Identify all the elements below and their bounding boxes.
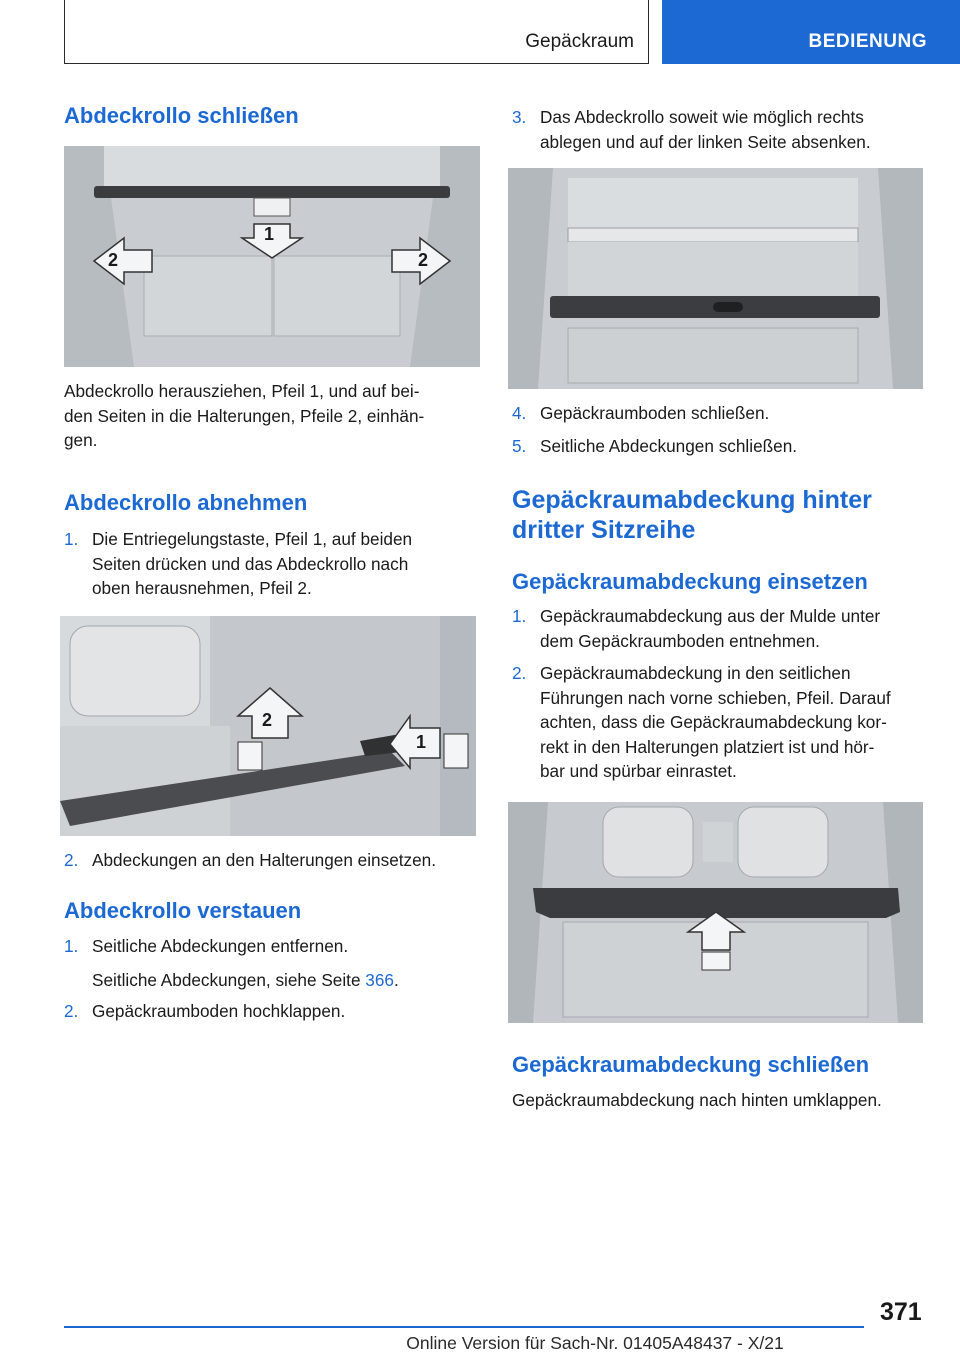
- text-line: rekt in den Halterungen platziert ist und hör-: [540, 736, 875, 757]
- list-number: 2.: [64, 850, 79, 870]
- footer-divider: [64, 1326, 864, 1328]
- text-line: den Seiten in die Halterungen, Pfeile 2, einhän-: [64, 405, 425, 426]
- heading-line: Gepäckraumabdeckung hinter: [512, 486, 872, 514]
- text-line: Abdeckungen an den Halterungen einsetzen.: [92, 850, 437, 870]
- header-section-title: Gepäckraum: [525, 31, 634, 52]
- heading-abdeckrollo-abnehmen: Abdeckrollo abnehmen: [64, 490, 308, 515]
- text-line: dem Gepäckraumboden entnehmen.: [540, 630, 820, 651]
- text-line: ablegen und auf der linken Seite absenken.: [540, 131, 871, 152]
- text-line: Gepäckraumabdeckung aus der Mulde unter: [540, 606, 881, 626]
- header-chapter-tab[interactable]: [662, 0, 960, 64]
- text-line: bar und spürbar einrastet.: [540, 761, 737, 781]
- list-number: 1.: [64, 936, 79, 956]
- paragraph-cover-close: Gepäckraumabdeckung nach hinten umklappen.: [512, 1090, 882, 1110]
- heading-gepaeckraumabdeckung-hinter-dritter-sitzreihe: [512, 485, 872, 545]
- fig2-label-2: 2: [262, 710, 273, 730]
- list-item-insert-1: [512, 604, 937, 654]
- figure-rollo-remove: [60, 616, 476, 836]
- fig2-label-1: 1: [416, 732, 427, 752]
- fig1-label-2a: 2: [108, 250, 119, 270]
- text-line: Seitliche Abdeckungen entfernen.: [92, 936, 349, 956]
- list-item-stow-1: [64, 934, 484, 990]
- heading-abdeckrollo-schliessen: Abdeckrollo schließen: [64, 103, 299, 128]
- text-line: Seitliche Abdeckungen schließen.: [540, 436, 798, 456]
- text-line: Gepäckraumboden schließen.: [540, 403, 770, 423]
- page-link-366[interactable]: 366: [365, 969, 394, 990]
- text-line: gen.: [64, 430, 98, 450]
- text-line: Abdeckrollo herausziehen, Pfeil 1, und auf bei-: [64, 381, 420, 401]
- footer-online-version: Online Version für Sach-Nr. 01405A48437 - X/21: [406, 1333, 784, 1353]
- figure-cover-insert: [508, 802, 923, 1023]
- cross-reference: [92, 968, 484, 993]
- fig1-label-1: 1: [264, 224, 275, 244]
- cross-reference-text: Seitliche Abdeckungen, siehe Seite: [92, 969, 366, 990]
- text-line: Führungen nach vorne schieben, Pfeil. Darauf: [540, 687, 891, 708]
- cross-reference-suffix: .: [393, 969, 399, 990]
- list-item-stow-4: [512, 401, 932, 426]
- list-number: 2.: [64, 1001, 79, 1021]
- list-item-remove-2: [64, 848, 484, 873]
- fig1-label-2b: 2: [418, 250, 429, 270]
- text-line: Gepäckraumabdeckung in den seitlichen: [540, 663, 851, 683]
- header-chapter-title: BEDIENUNG: [808, 31, 927, 52]
- heading-gepaeckraumabdeckung-einsetzen: Gepäckraumabdeckung einsetzen: [512, 569, 868, 594]
- list-item-stow-3: [512, 105, 932, 155]
- page-number: 371: [880, 1298, 922, 1326]
- list-number: 1.: [512, 606, 527, 626]
- header-section-box: [64, 0, 649, 64]
- heading-gepaeckraumabdeckung-schliessen: Gepäckraumabdeckung schließen: [512, 1052, 870, 1077]
- list-item-stow-5: [512, 434, 932, 459]
- text-line: Gepäckraumboden hochklappen.: [92, 1001, 346, 1021]
- list-number: 2.: [512, 663, 527, 683]
- paragraph-rollo-close: [64, 379, 484, 453]
- list-item-stow-2: [64, 999, 484, 1024]
- list-number: 1.: [64, 529, 79, 549]
- text-line: Die Entriegelungstaste, Pfeil 1, auf beiden: [92, 529, 413, 549]
- list-item-remove-1: [64, 527, 484, 601]
- figure-rollo-close: [64, 146, 480, 367]
- list-number: 4.: [512, 403, 527, 423]
- heading-line: dritter Sitzreihe: [512, 516, 696, 544]
- text-line: Das Abdeckrollo soweit wie möglich rechts: [540, 107, 864, 127]
- list-item-insert-2: [512, 661, 937, 785]
- text-line: oben herausnehmen, Pfeil 2.: [92, 578, 312, 598]
- list-number: 3.: [512, 107, 527, 127]
- figure-rollo-stowed: [508, 168, 923, 389]
- text-line: achten, dass die Gepäckraumabdeckung kor-: [540, 712, 887, 732]
- heading-abdeckrollo-verstauen: Abdeckrollo verstauen: [64, 898, 302, 923]
- text-line: Seiten drücken und das Abdeckrollo nach: [92, 553, 409, 574]
- list-number: 5.: [512, 436, 527, 456]
